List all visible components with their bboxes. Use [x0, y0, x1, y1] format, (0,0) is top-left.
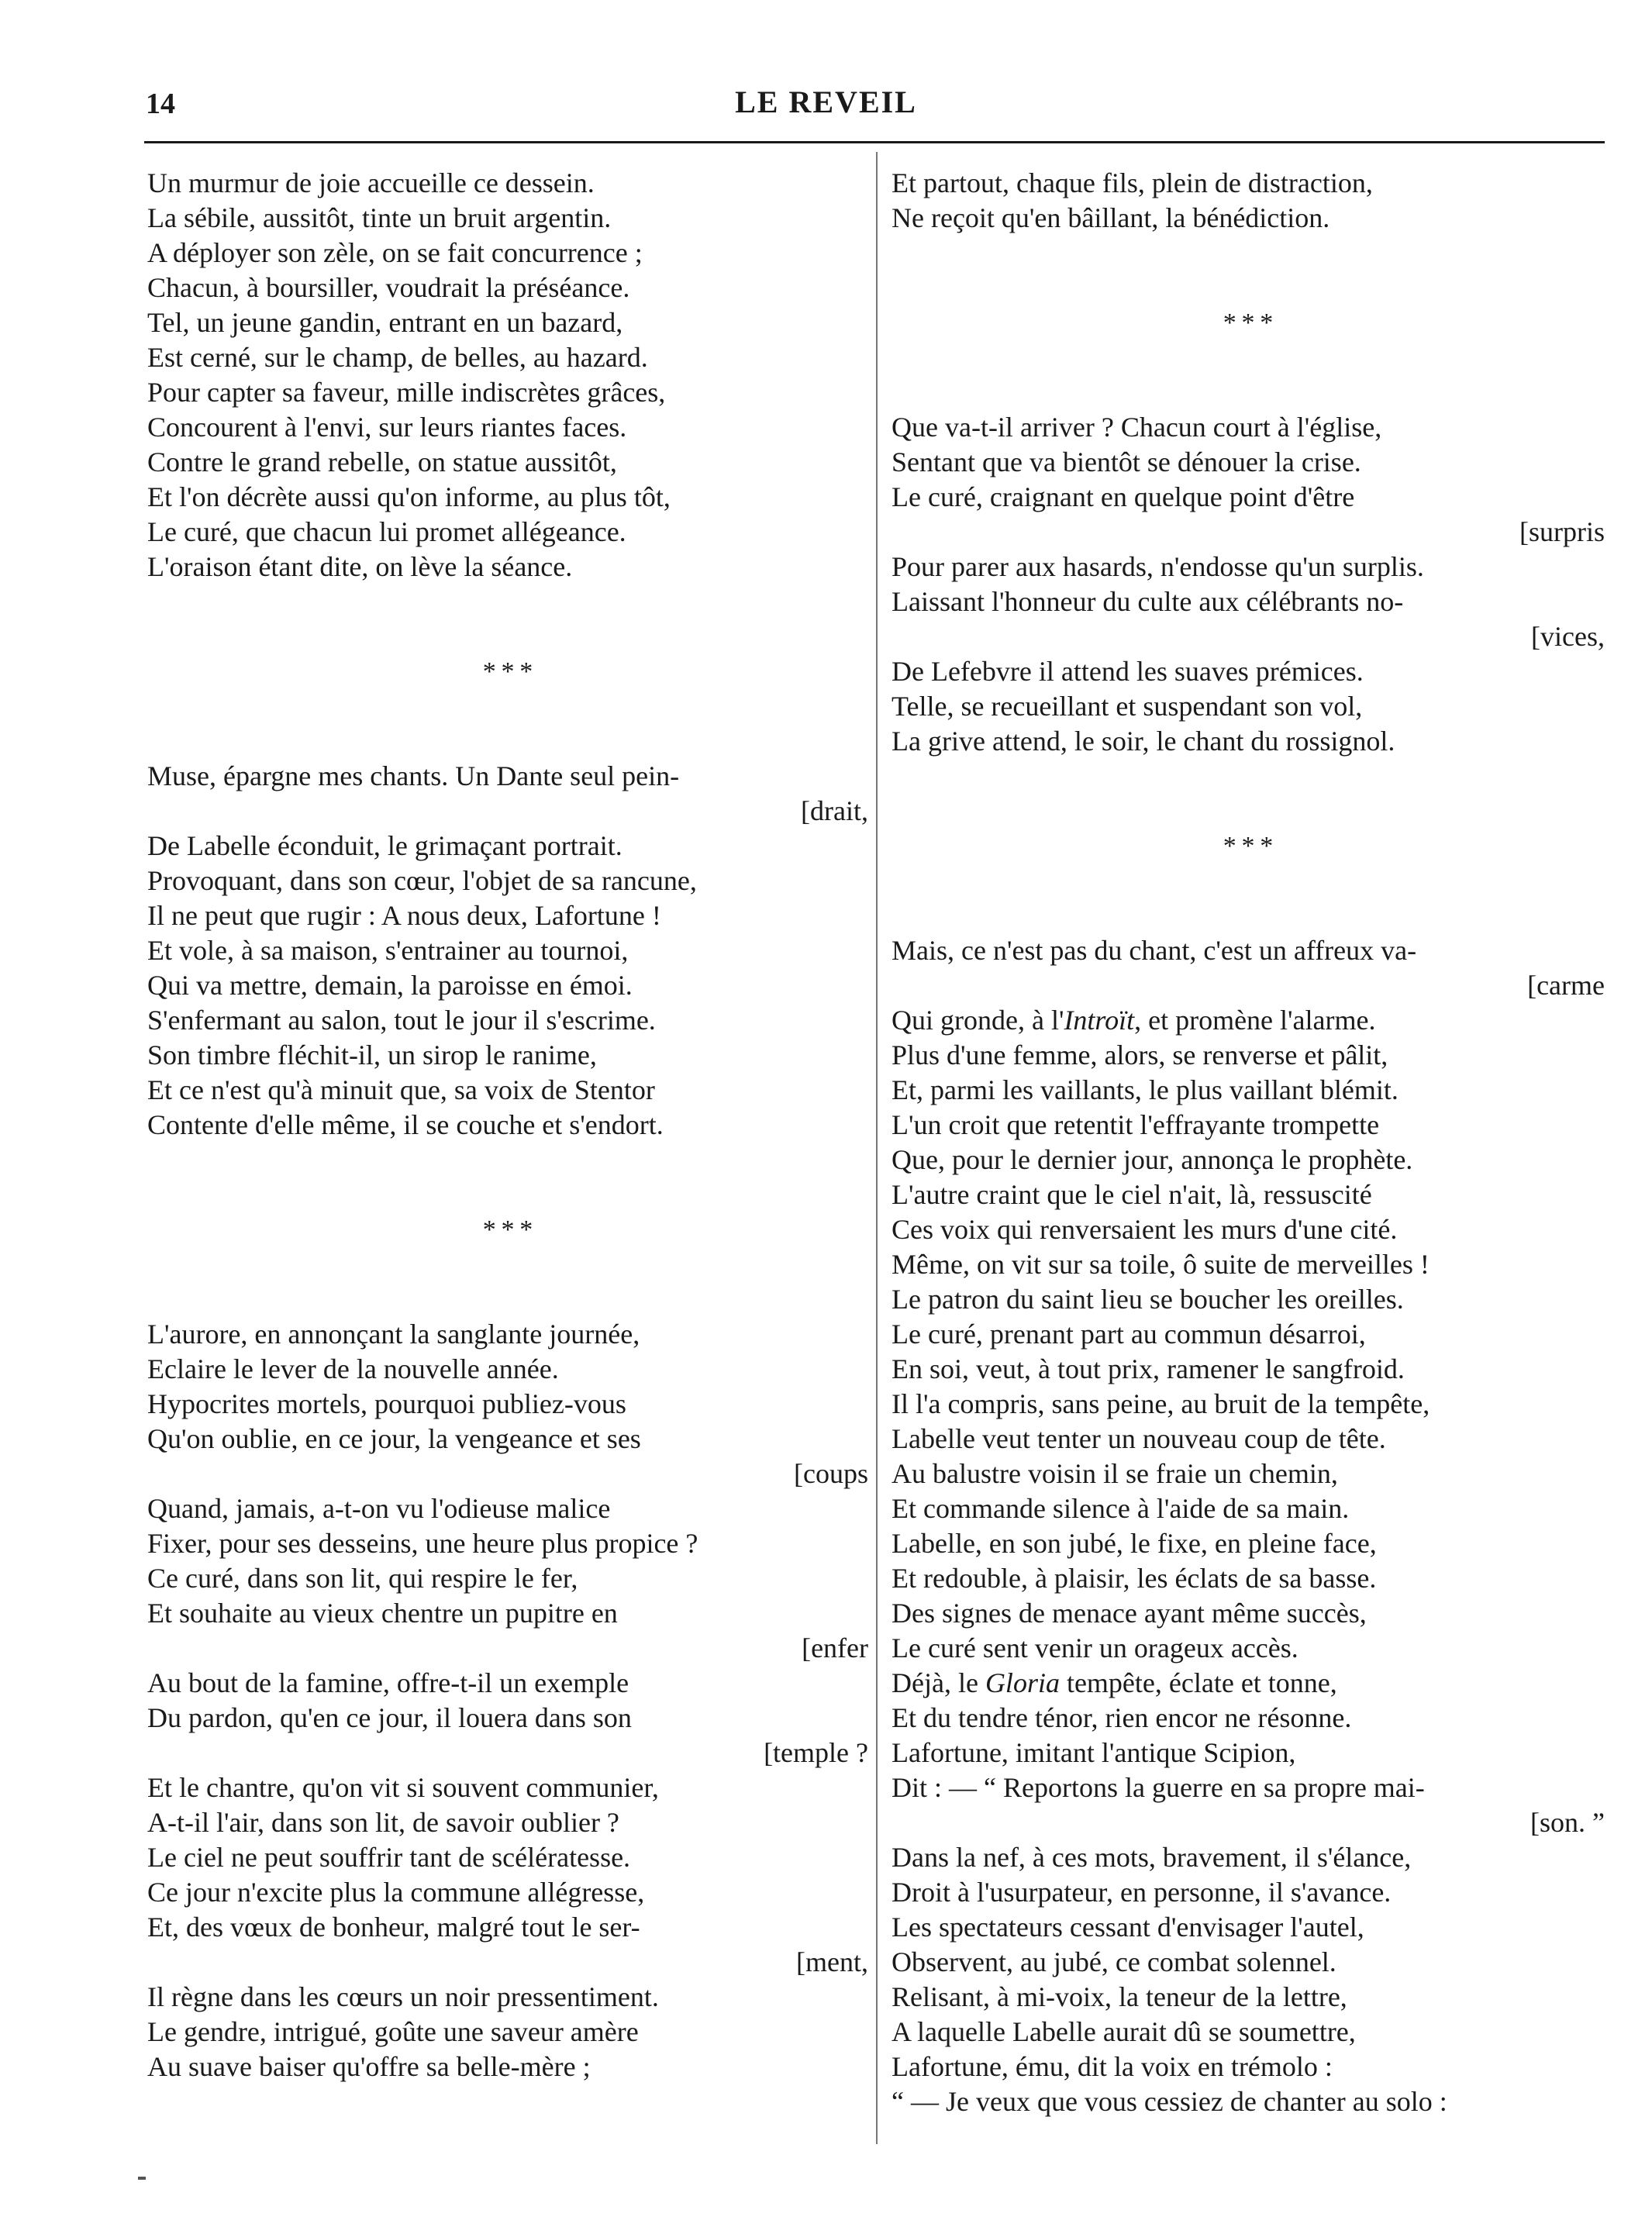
section-separator-asterism: * * * — [1223, 832, 1274, 860]
verse-line: L'autre craint que le ciel n'ait, là, ressuscité — [892, 1179, 1372, 1210]
verse-line: Un murmur de joie accueille ce dessein. — [147, 167, 595, 198]
verse-line: Contre le grand rebelle, on statue aussitôt, — [147, 446, 617, 477]
verse-line: En soi, veut, à tout prix, ramener le sangfroid. — [892, 1353, 1405, 1384]
section-separator-asterism: * * * — [1223, 309, 1274, 337]
blank-line — [147, 619, 868, 654]
blank-line — [892, 794, 1605, 829]
verse-line-continuation: [surpris — [1519, 516, 1605, 547]
blank-line — [147, 724, 868, 759]
verse-line — [892, 1666, 1605, 1701]
verse-line: Hypocrites mortels, pourquoi publiez-vous — [147, 1388, 626, 1419]
verse-text: Déjà, le — [892, 1667, 985, 1698]
verse-line: Concourent à l'envi, sur leurs riantes faces. — [147, 412, 627, 443]
right-column — [892, 166, 1605, 2119]
verse-line: Et souhaite au vieux chentre un pupitre en — [147, 1598, 618, 1629]
verse-line: De Labelle éconduit, le grimaçant portrait. — [147, 830, 623, 861]
verse-line: Des signes de menace ayant même succès, — [892, 1598, 1367, 1629]
section-separator-asterism: * * * — [482, 1215, 533, 1244]
verse-line-continuation: [temple ? — [764, 1737, 868, 1768]
blank-line — [892, 864, 1605, 898]
italic-term: Gloria — [985, 1667, 1060, 1698]
verse-line: La grive attend, le soir, le chant du rossignol. — [892, 726, 1395, 757]
verse-line: Du pardon, qu'en ce jour, il louera dans son — [147, 1702, 632, 1733]
left-column — [147, 166, 868, 2084]
verse-line: Observent, au jubé, ce combat solennel. — [892, 1946, 1336, 1977]
verse-line: Ces voix qui renversaient les murs d'une cité. — [892, 1214, 1398, 1245]
verse-line: Le curé sent venir un orageux accès. — [892, 1632, 1298, 1663]
verse-line: Le curé, que chacun lui promet allégeance. — [147, 516, 626, 547]
verse-line: De Lefebvre il attend les suaves prémices. — [892, 656, 1364, 687]
verse-line: Le gendre, intrigué, goûte une saveur amère — [147, 2016, 639, 2047]
verse-line: Relisant, à mi-voix, la teneur de la lettre, — [892, 1981, 1347, 2012]
blank-line — [147, 1177, 868, 1212]
verse-line: Droit à l'usurpateur, en personne, il s'avance. — [892, 1877, 1392, 1908]
verse-line: Dit : — “ Reportons la guerre en sa propre mai- — [892, 1772, 1425, 1803]
verse-line — [892, 1003, 1605, 1038]
blank-line — [892, 375, 1605, 410]
blank-line — [147, 1247, 868, 1282]
blank-line — [892, 898, 1605, 933]
verse-line: Le ciel ne peut souffrir tant de scélératesse. — [147, 1842, 631, 1873]
blank-line — [147, 584, 868, 619]
page-header — [0, 0, 1652, 155]
verse-line: Et l'on décrète aussi qu'on informe, au plus tôt, — [147, 481, 671, 512]
verse-line: Telle, se recueillant et suspendant son vol, — [892, 691, 1363, 722]
verse-line: Au bout de la famine, offre-t-il un exemple — [147, 1667, 629, 1698]
blank-line — [147, 1282, 868, 1317]
verse-line-continuation: [coups — [794, 1458, 868, 1489]
running-title: LE REVEIL — [735, 84, 917, 119]
header-rule — [144, 141, 1605, 143]
verse-line: Qui va mettre, demain, la paroisse en émoi. — [147, 970, 633, 1001]
verse-line: Au balustre voisin il se fraie un chemin, — [892, 1458, 1338, 1489]
verse-line: Est cerné, sur le champ, de belles, au hazard. — [147, 342, 648, 373]
verse-line: Plus d'une femme, alors, se renverse et pâlit, — [892, 1039, 1388, 1070]
verse-line-continuation: [vices, — [1531, 621, 1605, 652]
italic-term: Introït — [1064, 1005, 1135, 1036]
verse-line: Et commande silence à l'aide de sa main. — [892, 1493, 1350, 1524]
verse-line: Le patron du saint lieu se boucher les oreilles. — [892, 1284, 1404, 1315]
page-number: 14 — [146, 88, 175, 120]
blank-line — [147, 689, 868, 724]
verse-line: Qu'on oublie, en ce jour, la vengeance et ses — [147, 1423, 641, 1454]
verse-line: Contente d'elle même, il se couche et s'endort. — [147, 1109, 664, 1140]
verse-line-continuation: [carme — [1527, 970, 1605, 1001]
verse-line: Et, parmi les vaillants, le plus vaillant blémit. — [892, 1074, 1399, 1105]
verse-line: Et le chantre, qu'on vit si souvent communier, — [147, 1772, 659, 1803]
blank-line — [147, 1143, 868, 1177]
blank-line — [892, 271, 1605, 305]
verse-line: Que, pour le dernier jour, annonça le prophète. — [892, 1144, 1413, 1175]
verse-line: Ce curé, dans son lit, qui respire le fer, — [147, 1563, 578, 1594]
verse-line: Fixer, pour ses desseins, une heure plus propice ? — [147, 1528, 698, 1559]
verse-line: Muse, épargne mes chants. Un Dante seul pein- — [147, 760, 680, 791]
verse-line: Au suave baiser qu'offre sa belle-mère ; — [147, 2051, 591, 2082]
verse-line: A déployer son zèle, on se fait concurrence ; — [147, 237, 643, 268]
verse-line: Et redouble, à plaisir, les éclats de sa basse. — [892, 1563, 1377, 1594]
verse-line: S'enfermant au salon, tout le jour il s'escrime. — [147, 1005, 656, 1036]
verse-line-continuation: [ment, — [796, 1946, 868, 1977]
verse-line: “ — Je veux que vous cessiez de chanter au solo : — [892, 2086, 1447, 2117]
footer-mark — [138, 2177, 146, 2180]
verse-line: Et vole, à sa maison, s'entrainer au tournoi, — [147, 935, 629, 966]
verse-line-continuation: [drait, — [801, 795, 868, 826]
verse-line: Ce jour n'excite plus la commune allégresse, — [147, 1877, 645, 1908]
verse-line-continuation: [son. ” — [1530, 1807, 1605, 1838]
verse-line: A-t-il l'air, dans son lit, de savoir oublier ? — [147, 1807, 619, 1838]
verse-line: Quand, jamais, a-t-on vu l'odieuse malice — [147, 1493, 611, 1524]
verse-line: Chacun, à boursiller, voudrait la préséance. — [147, 272, 630, 303]
verse-line: Labelle, en son jubé, le fixe, en pleine face, — [892, 1528, 1377, 1559]
verse-line: L'un croit que retentit l'effrayante trompette — [892, 1109, 1380, 1140]
verse-line: Et partout, chaque fils, plein de distraction, — [892, 167, 1373, 198]
verse-line: Sentant que va bientôt se dénouer la crise. — [892, 446, 1361, 477]
verse-text: tempête, éclate et tonne, — [1059, 1667, 1337, 1698]
verse-line: Que va-t-il arriver ? Chacun court à l'église, — [892, 412, 1382, 443]
verse-line: Dans la nef, à ces mots, bravement, il s'élance, — [892, 1842, 1412, 1873]
blank-line — [892, 340, 1605, 375]
verse-line: La sébile, aussitôt, tinte un bruit argentin. — [147, 202, 612, 233]
verse-line: Il ne peut que rugir : A nous deux, Lafortune ! — [147, 900, 661, 931]
verse-line: L'oraison étant dite, on lève la séance. — [147, 551, 573, 582]
section-separator-asterism: * * * — [482, 657, 533, 686]
verse-line: Même, on vit sur sa toile, ô suite de merveilles ! — [892, 1249, 1430, 1280]
blank-line — [892, 759, 1605, 794]
verse-line: Les spectateurs cessant d'envisager l'autel, — [892, 1912, 1364, 1943]
verse-line: Laissant l'honneur du culte aux célébrants no- — [892, 586, 1404, 617]
column-divider — [876, 152, 878, 2144]
verse-line: Ne reçoit qu'en bâillant, la bénédiction. — [892, 202, 1330, 233]
verse-line: Et du tendre ténor, rien encor ne résonne. — [892, 1702, 1352, 1733]
verse-line-continuation: [enfer — [802, 1632, 868, 1663]
verse-line: A laquelle Labelle aurait dû se soumettre, — [892, 2016, 1356, 2047]
verse-line: Pour parer aux hasards, n'endosse qu'un surplis. — [892, 551, 1424, 582]
verse-line: Lafortune, ému, dit la voix en trémolo : — [892, 2051, 1333, 2082]
verse-line: Eclaire le lever de la nouvelle année. — [147, 1353, 559, 1384]
blank-line — [892, 236, 1605, 271]
verse-line: Lafortune, imitant l'antique Scipion, — [892, 1737, 1296, 1768]
verse-line: Et, des vœux de bonheur, malgré tout le ser- — [147, 1912, 640, 1943]
verse-line: Provoquant, dans son cœur, l'objet de sa rancune, — [147, 865, 697, 896]
verse-line: Son timbre fléchit-il, un sirop le ranime, — [147, 1039, 597, 1070]
verse-line: Labelle veut tenter un nouveau coup de tête. — [892, 1423, 1386, 1454]
verse-text: Qui gronde, à l' — [892, 1005, 1064, 1036]
verse-line: Il l'a compris, sans peine, au bruit de la tempête, — [892, 1388, 1430, 1419]
verse-line: Et ce n'est qu'à minuit que, sa voix de Stentor — [147, 1074, 655, 1105]
verse-line: Le curé, prenant part au commun désarroi, — [892, 1319, 1366, 1350]
verse-text: , et promène l'alarme. — [1134, 1005, 1376, 1036]
verse-line: Pour capter sa faveur, mille indiscrètes grâces, — [147, 377, 666, 408]
verse-line: Tel, un jeune gandin, entrant en un bazard, — [147, 307, 623, 338]
verse-line: Le curé, craignant en quelque point d'être — [892, 481, 1355, 512]
verse-line: Il règne dans les cœurs un noir pressentiment. — [147, 1981, 659, 2012]
verse-line: L'aurore, en annonçant la sanglante journée, — [147, 1319, 640, 1350]
verse-line: Mais, ce n'est pas du chant, c'est un affreux va- — [892, 935, 1417, 966]
